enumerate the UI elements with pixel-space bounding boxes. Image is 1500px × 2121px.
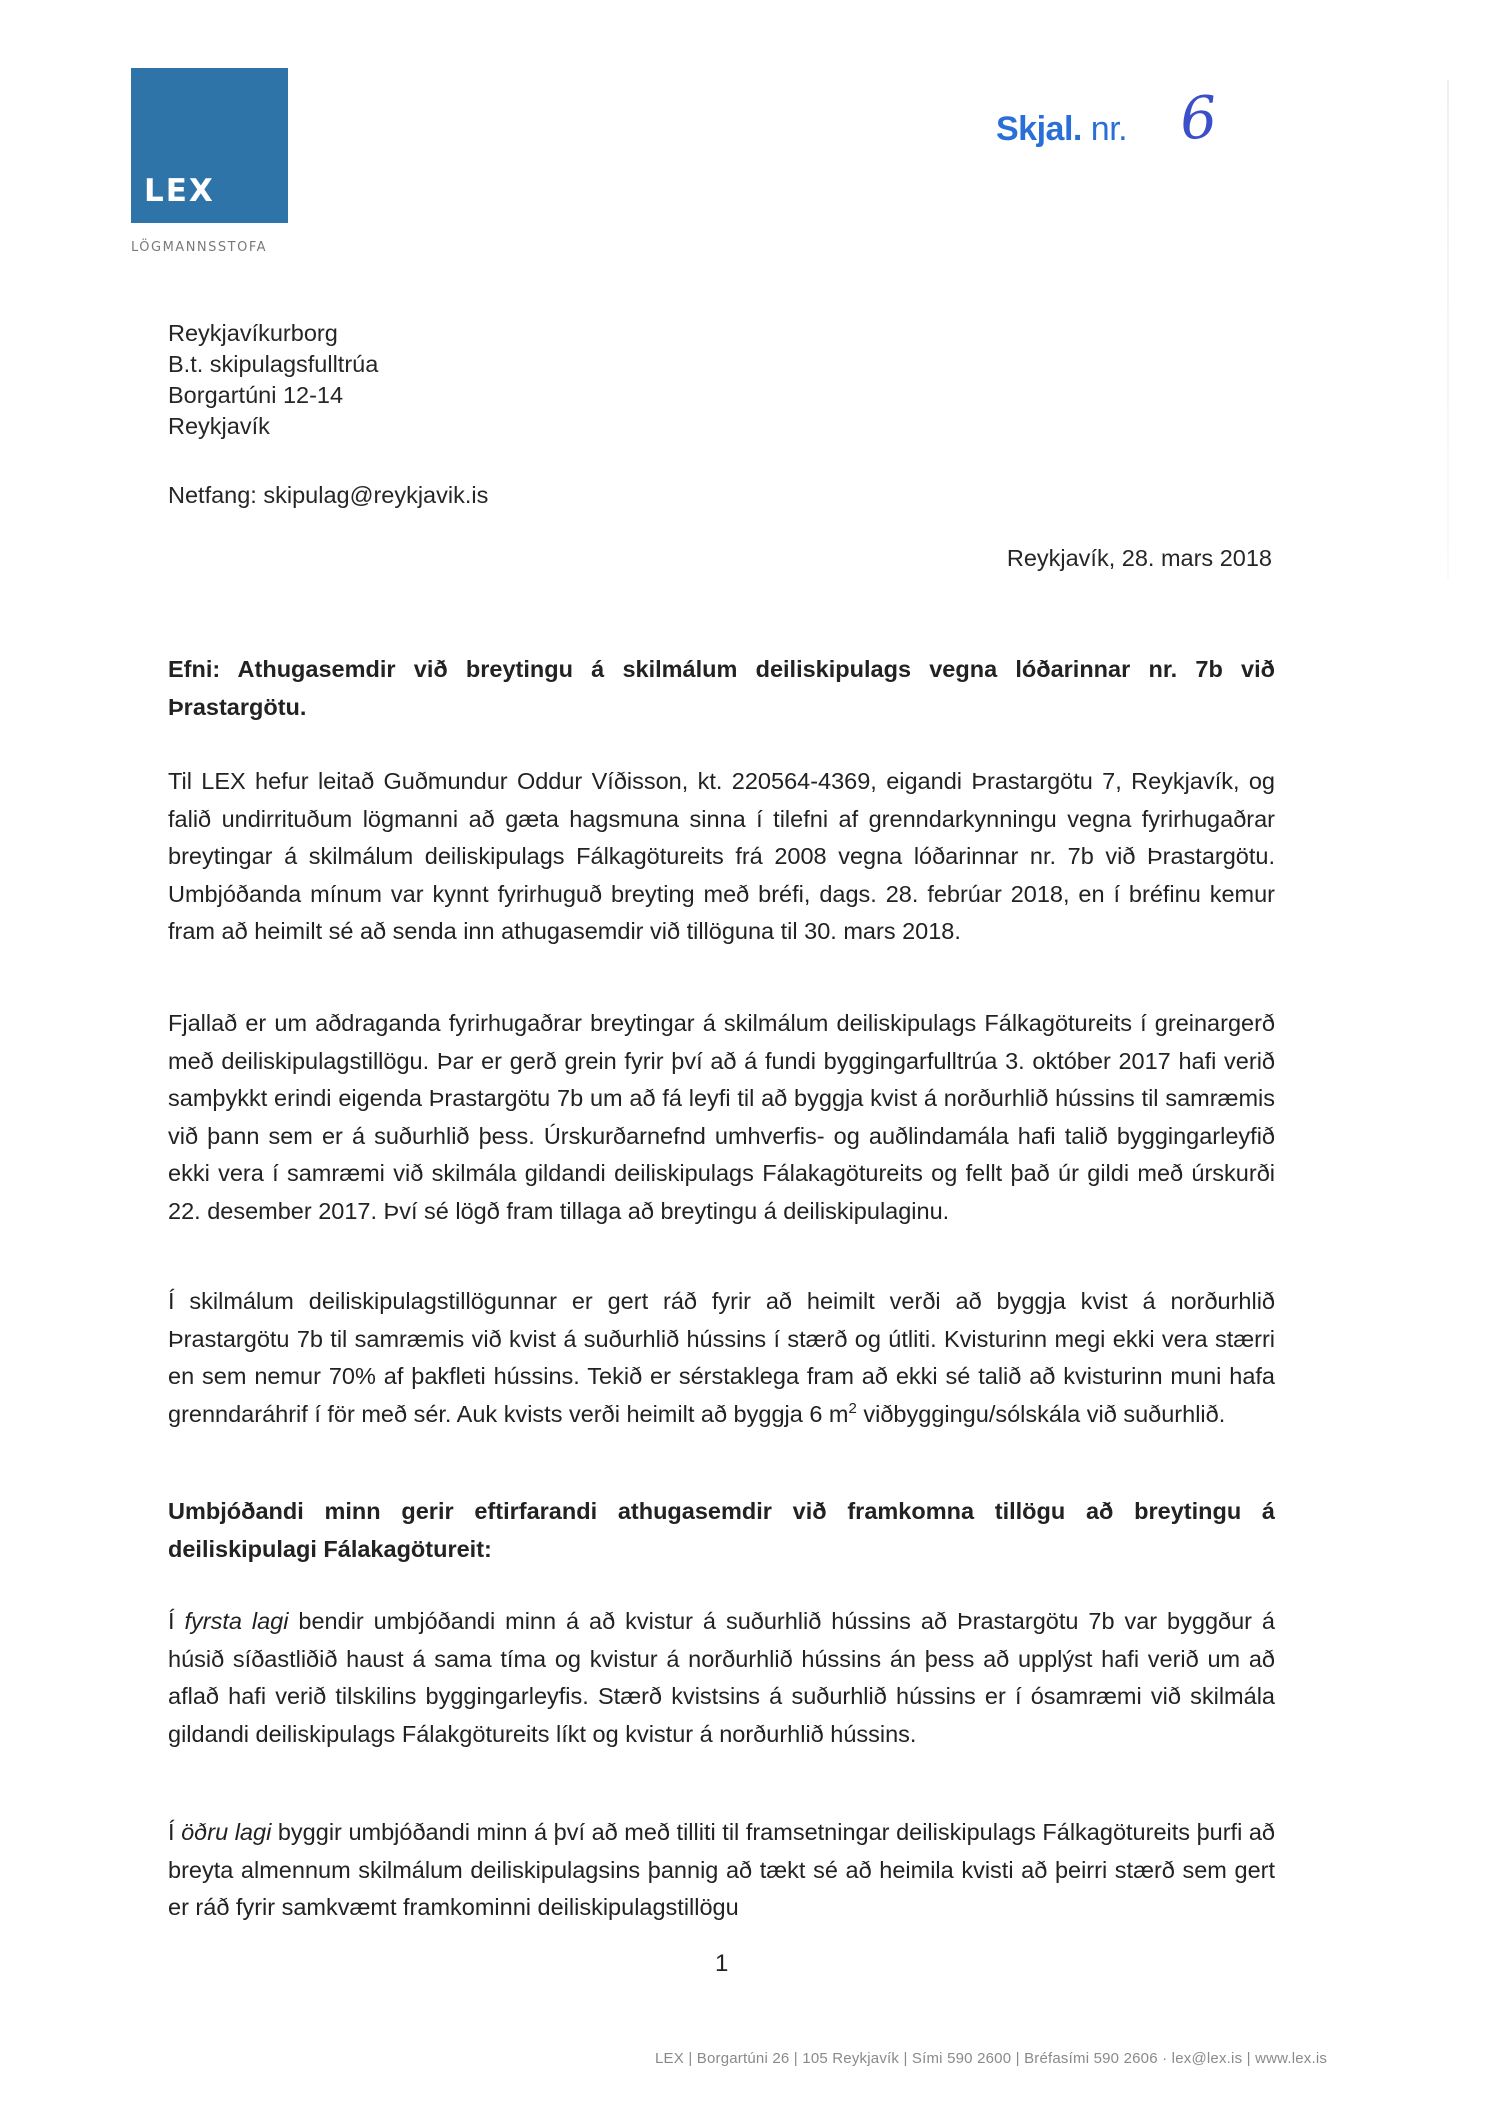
handwritten-document-number: 6 — [1177, 82, 1220, 154]
objection-prefix: Í — [168, 1608, 185, 1634]
document-label-skjal: Skjal. — [996, 110, 1082, 148]
letter-date: Reykjavík, 28. mars 2018 — [1006, 545, 1272, 571]
document-label-nr: nr. — [1081, 110, 1128, 148]
paragraph-second-objection — [168, 1814, 1275, 1927]
recipient-address — [168, 318, 378, 442]
objection-text: bendir umbjóðandi minn á að kvistur á suðurhlið hússins að Þrastargötu 7b var byggður á húsið síðastliðið haust á sama tíma og kvistur á norðurhlið hússins án þess að upplýst hafi verið um að aflað hafi verið tilskilins byggingarleyfis. Stærð kvistsins á suðurhlið hússins er í ósamræmi við skilmála gildandi deiliskipulags Fálakgötureits líkt og kvistur á norðurhlið hússins. — [168, 1608, 1275, 1747]
objection-prefix: Í — [168, 1819, 182, 1845]
recipient-line: B.t. skipulagsfulltrúa — [168, 351, 379, 377]
logo-text: LEX — [144, 173, 215, 209]
proposal-text: Í skilmálum deiliskipulagstillögunnar er gert ráð fyrir að heimilt verði að byggja kvist á norðurhlið Þrastargötu 7b til samræmis við kvist á suðurhlið hússins í stærð og útliti. Kvisturinn megi ekki vera stærri en sem nemur 70% af þakfleti hússins. Tekið er sérstaklega fram að ekki sé talið að kvisturinn muni hafa grenndaráhrif í för með sér. Auk kvists verði heimilt að byggja 6 m — [168, 1288, 1275, 1427]
scan-edge-line — [1447, 80, 1449, 580]
objection-ordinal: fyrsta lagi — [184, 1608, 289, 1634]
page-number: 1 — [715, 1950, 729, 1977]
proposal-text-end: viðbyggingu/sólskála við suðurhlið. — [856, 1400, 1226, 1427]
objections-heading: Umbjóðandi minn gerir eftirfarandi athugasemdir við framkomna tillögu að breytingu á deiliskipulagi Fálakagötureit: — [168, 1498, 1275, 1562]
letterhead-footer: LEX | Borgartúni 26 | 105 Reykjavík | Sími 590 2600 | Bréfasími 590 2606 · lex@lex.is | www.lex.is — [655, 2050, 1328, 2067]
recipient-line: Reykjavík — [168, 413, 270, 439]
paragraph-proposal — [168, 1283, 1275, 1433]
recipient-line: Borgartúni 12-14 — [168, 382, 344, 408]
logo-subtitle: LÖGMANNSSTOFA — [131, 240, 267, 255]
subject-line: Efni: Athugasemdir við breytingu á skilmálum deiliskipulags vegna lóðarinnar nr. 7b við Þrastargötu. — [168, 656, 1275, 720]
objection-ordinal: öðru lagi — [181, 1819, 272, 1845]
paragraph-first-objection — [168, 1603, 1275, 1753]
recipient-email: Netfang: skipulag@reykjavik.is — [168, 482, 489, 508]
paragraph-intro: Til LEX hefur leitað Guðmundur Oddur Víðisson, kt. 220564-4369, eigandi Þrastargötu 7, Reykjavík, og falið undirrituðum lögmanni að gæta hagsmuna sinna í tilefni af grenndarkynningu vegna fyrirhugaðrar breytingar á skilmálum deiliskipulags Fálkagötureits frá 2008 vegna lóðarinnar nr. 7b við Þrastargötu. Umbjóðanda mínum var kynnt fyrirhuguð breyting með bréfi, dags. 28. febrúar 2018, en í bréfinu kemur fram að heimilt sé að senda inn athugasemdir við tillöguna til 30. mars 2018. — [168, 768, 1275, 944]
paragraph-background: Fjallað er um aðdraganda fyrirhugaðrar breytingar á skilmálum deiliskipulags Fálkagötureits í greinargerð með deiliskipulagstillögu. Þar er gerð grein fyrir því að á fundi byggingarfulltrúa 3. október 2017 hafi verið samþykkt erindi eigenda Þrastargötu 7b um að fá leyfi til að byggja kvist á norðurhlið hússins til samræmis við þann sem er á suðurhlið þess. Úrskurðarnefnd umhverfis- og auðlindamála hafi talið byggingarleyfið ekki vera í samræmi við skilmála gildandi deiliskipulags Fálakagötureits og fellt það úr gildi með úrskurði 22. desember 2017. Því sé lögð fram tillaga að breytingu á deiliskipulaginu. — [168, 1010, 1275, 1224]
superscript-squared: 2 — [848, 1399, 857, 1417]
document-label — [996, 110, 1127, 149]
lex-logo — [131, 68, 288, 223]
objection-text: byggir umbjóðandi minn á því að með tilliti til framsetningar deiliskipulags Fálkagötureits þurfi að breyta almennum skilmálum deiliskipulagsins þannig að tækt sé að heimila kvisti að þeirri stærð sem gert er ráð fyrir samkvæmt framkominni deiliskipulagstillögu — [168, 1819, 1275, 1920]
recipient-line: Reykjavíkurborg — [168, 320, 338, 346]
